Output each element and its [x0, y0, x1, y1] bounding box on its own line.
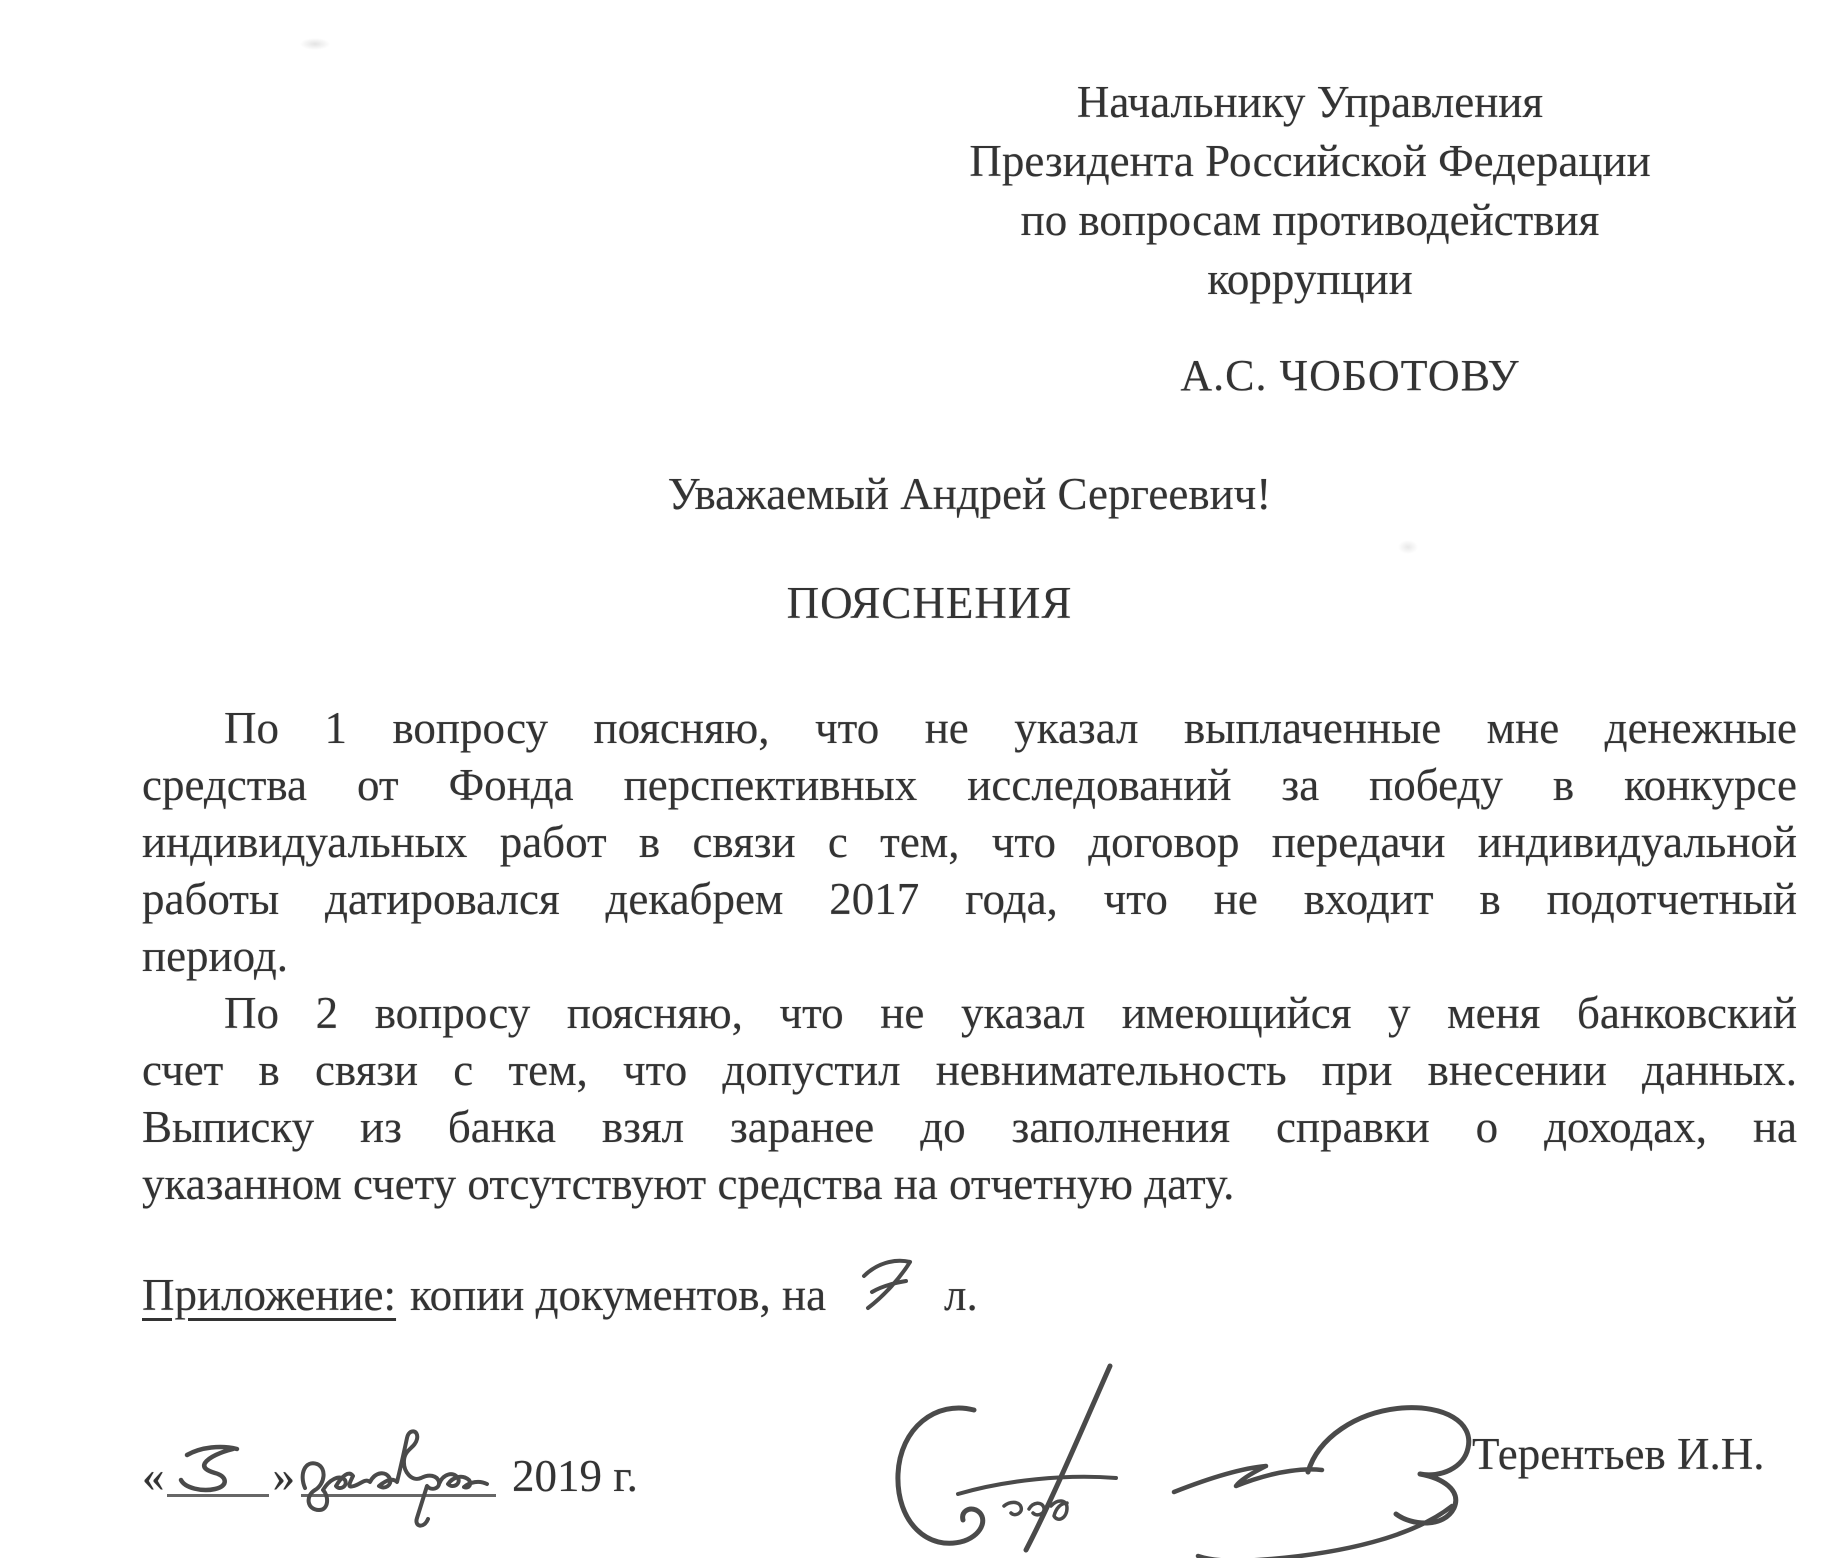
body-line: По 1 вопросу поясняю, что не указал выплаченные мне денежные	[224, 703, 1797, 753]
salutation: Уважаемый Андрей Сергеевич!	[667, 469, 1272, 519]
attachment-line	[142, 1260, 978, 1321]
attachment-suffix: л.	[944, 1270, 978, 1320]
open-quote: «	[142, 1451, 165, 1501]
handwritten-page-count	[856, 1260, 916, 1314]
body-line: Выписку из банка взял заранее до заполнения справки о доходах, на	[142, 1102, 1797, 1152]
body-line: средства от Фонда перспективных исследований за победу в конкурсе	[142, 760, 1797, 810]
body-line: период.	[142, 931, 288, 981]
handwritten-month-blank	[301, 1482, 496, 1497]
body-line: работы датировался декабрем 2017 года, что не входит в подотчетный	[142, 874, 1797, 924]
document-title: ПОЯСНЕНИЯ	[786, 578, 1073, 628]
scan-artifact	[1398, 540, 1418, 554]
addressee-name: А.С. ЧОБОТОВУ	[1180, 351, 1520, 400]
body-line: По 2 вопросу поясняю, что не указал имеющийся у меня банковский	[224, 988, 1797, 1038]
signer-name: Терентьев И.Н.	[1472, 1429, 1765, 1479]
handwritten-day-blank	[167, 1482, 269, 1497]
recipient-line: Президента Российской Федерации	[969, 136, 1651, 186]
body-line: индивидуальных работ в связи с тем, что договор передачи индивидуальной	[142, 817, 1797, 867]
handwritten-day-icon	[175, 1441, 255, 1493]
attachment-text: копии документов, на	[410, 1270, 827, 1320]
body-text	[142, 700, 1797, 1213]
handwritten-seven-icon	[856, 1252, 920, 1310]
body-line: счет в связи с тем, что допустил невнимательность при внесении данных.	[142, 1045, 1797, 1095]
attachment-label: Приложение:	[142, 1270, 397, 1320]
handwritten-month-icon	[293, 1418, 523, 1528]
handwritten-signature-icon	[878, 1360, 1484, 1558]
recipient-line: коррупции	[1207, 254, 1413, 304]
recipient-block	[930, 73, 1690, 309]
date-year: 2019 г.	[512, 1451, 638, 1501]
recipient-line: по вопросам противодействия	[1020, 195, 1600, 245]
date-line	[142, 1450, 638, 1502]
recipient-line: Начальнику Управления	[1076, 77, 1544, 127]
scan-artifact	[300, 38, 330, 50]
body-line: указанном счету отсутствуют средства на отчетную дату.	[142, 1159, 1235, 1209]
close-quote: »	[272, 1451, 295, 1501]
